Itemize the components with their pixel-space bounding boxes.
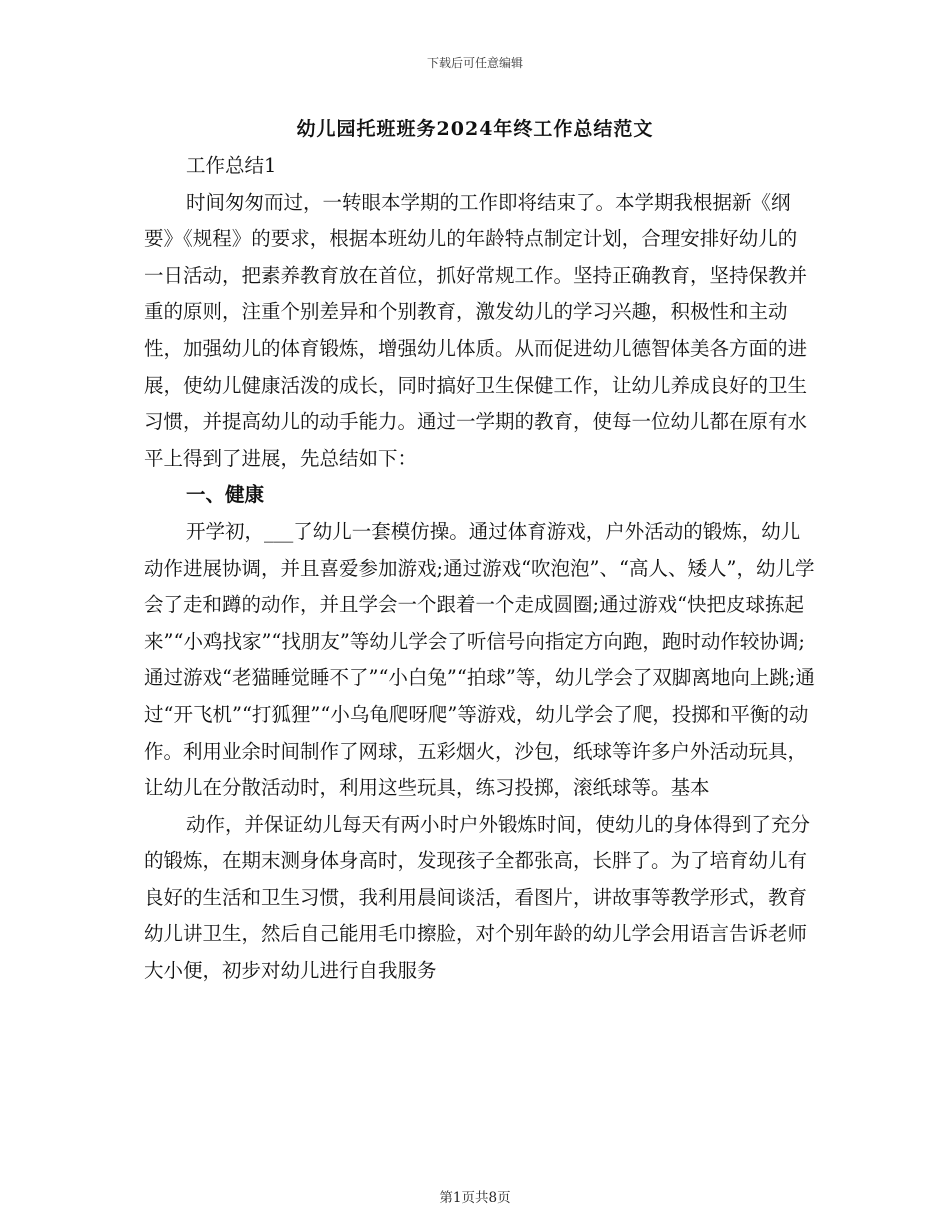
- header-note: 下载后可任意编辑: [426, 56, 523, 70]
- paragraph-health: 开学初，___了幼儿一套模仿操。通过体育游戏，户外活动的锻炼，幼儿动作进展协调，并且喜爱参加游戏;通过游戏“吹泡泡”、“高人、矮人”，幼儿学会了走和蹲的动作，并且学会一个跟着一个走成圆圈;通过游戏“快把皮球拣起来”“小鸡找家”“找朋友”等幼儿学会了听信号向指定方向跑，跑时动作较协调;通过游戏“老猫睡觉睡不了”“小白兔”“拍球”等，幼儿学会了双脚离地向上跳;通过“开飞机”“打狐狸”“小乌龟爬呀爬”等游戏，幼儿学会了爬，投掷和平衡的动作。利用业余时间制作了网球，五彩烟火，沙包，纸球等许多户外活动玩具，让幼儿在分散活动时，利用这些玩具，练习投掷，滚纸球等。基本: [144, 519, 815, 800]
- section-heading-health: 一、健康: [186, 483, 265, 507]
- paragraph-continuation: 动作，并保证幼儿每天有两小时户外锻炼时间，使幼儿的身体得到了充分的锻炼，在期末测身体身高时，发现孩子全都张高，长胖了。为了培育幼儿有良好的生活和卫生习惯，我利用晨间谈活，看图片，讲故事等教学形式，教育幼儿讲卫生，然后自己能用毛巾擦脸，对个别年龄的幼儿学会用语言告诉老师大小便，初步对幼儿进行自我服务: [144, 812, 811, 983]
- subtitle: 工作总结1: [186, 154, 277, 177]
- paragraph-intro: 时间匆匆而过，一转眼本学期的工作即将结束了。本学期我根据新《纲要》《规程》的要求，根据本班幼儿的年龄特点制定计划，合理安排好幼儿的一日活动，把素养教育放在首位，抓好常规工作。坚持正确教育，坚持保教并重的原则，注重个别差异和个别教育，激发幼儿的学习兴趣，积极性和主动性，加强幼儿的体育锻炼，增强幼儿体质。从而促进幼儿德智体美各方面的进展，使幼儿健康活泼的成长，同时搞好卫生保健工作，让幼儿养成良好的卫生习惯，并提高幼儿的动手能力。通过一学期的教育，使每一位幼儿都在原有水平上得到了进展，先总结如下：: [144, 190, 808, 470]
- page-footer: 第1页共8页: [439, 1190, 511, 1206]
- document-title: 幼儿园托班班务2024年终工作总结范文: [296, 118, 654, 140]
- document-body: [144, 148, 816, 990]
